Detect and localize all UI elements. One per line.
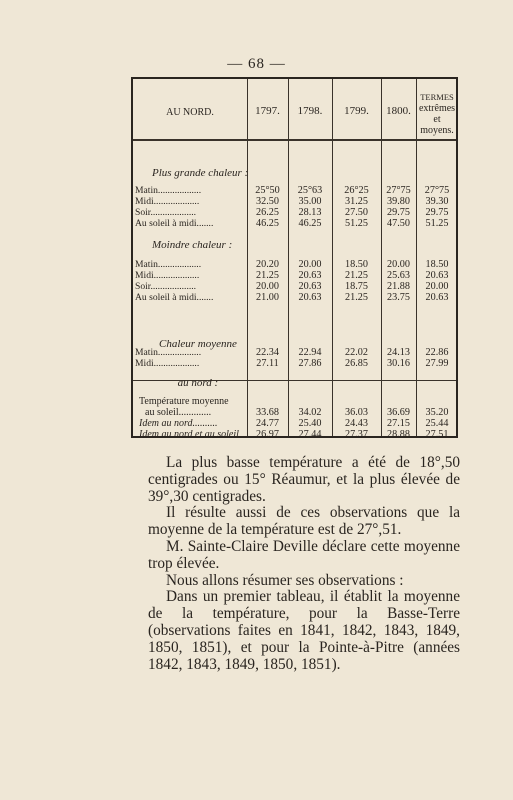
- row-label: Température moyenne: [139, 396, 229, 407]
- row-label: Au soleil à midi.......: [135, 218, 214, 229]
- table-cell: 28.88: [387, 429, 410, 440]
- section-title-line: au nord :: [177, 377, 219, 389]
- header-year-1797: 1797.: [255, 105, 280, 117]
- table-cell: 26.25: [256, 207, 279, 218]
- table-cell: 34.02: [298, 407, 322, 418]
- table-cell: 18.50: [345, 259, 368, 270]
- row-label: Soir...................: [135, 207, 197, 218]
- table-cell: 29.75: [425, 207, 449, 218]
- table-cell: 33.68: [256, 407, 279, 418]
- paragraph: Il résulte aussi de ces observations que la moyenne de la température est de 27°,51.: [148, 504, 460, 539]
- table-cell: 21.25: [345, 270, 368, 281]
- header-terms-line: TERMES: [420, 92, 454, 102]
- header-station: AU NORD.: [166, 107, 214, 118]
- table-cell: 27°75: [424, 185, 450, 196]
- table-cell: 31.25: [345, 196, 368, 207]
- row-label: Matin..................: [135, 259, 202, 270]
- section-title-line: Chaleur moyenne: [159, 338, 237, 350]
- table-cell: 25°63: [297, 185, 323, 196]
- table-cell: 46.25: [298, 218, 322, 229]
- table-cell: 27.86: [298, 358, 322, 369]
- table-cell: 21.00: [256, 292, 279, 303]
- table-cell: 18.50: [425, 259, 449, 270]
- table-cell: 36.03: [345, 407, 368, 418]
- row-label: Au soleil à midi.......: [135, 292, 214, 303]
- table-cell: 30.16: [387, 358, 410, 369]
- column-divider: [247, 79, 248, 436]
- row-label: Soir...................: [135, 281, 197, 292]
- table-cell: 23.75: [387, 292, 410, 303]
- table-cell: 18.75: [345, 281, 368, 292]
- table-cell: 20.63: [298, 292, 322, 303]
- table-cell: 51.25: [425, 218, 449, 229]
- table-cell: 46.25: [256, 218, 279, 229]
- header-year-1799: 1799.: [344, 105, 369, 117]
- row-label: Matin..................: [135, 185, 202, 196]
- table-cell: 27.37: [345, 429, 368, 440]
- header-year-1798: 1798.: [297, 105, 323, 117]
- table-cell: 20.00: [387, 259, 410, 270]
- table-cell: 20.00: [298, 259, 322, 270]
- header-terms-line: moyens.: [420, 125, 454, 136]
- table-cell: 35.20: [425, 407, 449, 418]
- table-cell: 21.25: [256, 270, 279, 281]
- column-divider: [381, 79, 382, 436]
- table-cell: 25.40: [298, 418, 322, 429]
- table-cell: 32.50: [256, 196, 279, 207]
- row-label: au soleil.............: [145, 407, 212, 418]
- column-divider: [332, 79, 333, 436]
- table-cell: 24.43: [345, 418, 368, 429]
- header-terms: [416, 92, 458, 136]
- column-divider: [288, 79, 289, 436]
- table-cell: 24.77: [256, 418, 279, 429]
- section-title: Plus grande chaleur :: [152, 167, 249, 179]
- table-cell: 20.20: [256, 259, 279, 270]
- body-text: [148, 455, 460, 673]
- table-cell: 39.30: [425, 196, 449, 207]
- table-cell: 22.34: [256, 347, 279, 358]
- table-cell: 26.85: [345, 358, 368, 369]
- row-label: Idem au nord et au soleil: [139, 429, 239, 440]
- paragraph: M. Sainte-Claire Deville déclare cette moyenne trop élevée.: [148, 537, 460, 572]
- header-year-1800: 1800.: [386, 105, 411, 117]
- table-cell: 27.99: [425, 358, 449, 369]
- table-cell: 27.50: [345, 207, 368, 218]
- table-cell: 29.75: [387, 207, 410, 218]
- table-cell: 27.51: [425, 429, 449, 440]
- table-cell: 25.44: [425, 418, 449, 429]
- table-cell: 20.63: [425, 270, 449, 281]
- page-number: — 68 —: [227, 56, 286, 72]
- section-title: Moindre chaleur :: [152, 239, 233, 251]
- paragraph: Nous allons résumer ses observations :: [166, 571, 404, 589]
- paragraph: Dans un premier tableau, il établit la moyenne de la température, pour la Basse-Terre (observations faites en 1841, 1842, 1843, 1849, 1850, 1851), et pour la Pointe-à-Pitre (années 1842, 1843, 1849, 1850, 1851).: [148, 588, 460, 673]
- paragraph: La plus basse température a été de 18°,50 centigrades ou 15° Réaumur, et la plus élevée de 39°,30 centigrades.: [148, 454, 460, 505]
- table-cell: 26.97: [256, 429, 279, 440]
- table-cell: 27.11: [256, 358, 279, 369]
- table-cell: 20.63: [298, 270, 322, 281]
- table-cell: 47.50: [387, 218, 410, 229]
- temperature-table: [131, 77, 458, 438]
- row-label: Matin..................: [135, 347, 202, 358]
- table-cell: 22.02: [345, 347, 368, 358]
- table-cell: 20.63: [425, 292, 449, 303]
- table-cell: 24.13: [387, 347, 410, 358]
- table-cell: 21.25: [345, 292, 368, 303]
- table-cell: 27.44: [298, 429, 322, 440]
- table-cell: 36.69: [387, 407, 410, 418]
- row-label: Midi...................: [135, 270, 200, 281]
- table-cell: 51.25: [345, 218, 368, 229]
- table-cell: 21.88: [387, 281, 410, 292]
- row-label: Midi...................: [135, 196, 200, 207]
- header-terms-line: et: [433, 114, 441, 125]
- table-cell: 28.13: [298, 207, 322, 218]
- table-cell: 20.00: [425, 281, 449, 292]
- table-cell: 22.94: [298, 347, 322, 358]
- table-cell: 27.15: [387, 418, 410, 429]
- table-cell: 20.63: [298, 281, 322, 292]
- table-cell: 25°50: [255, 185, 280, 196]
- header-rule: [133, 139, 456, 141]
- table-cell: 22.86: [425, 347, 449, 358]
- table-cell: 35.00: [298, 196, 322, 207]
- table-cell: 39.80: [387, 196, 410, 207]
- table-cell: 25.63: [387, 270, 410, 281]
- row-label: Idem au nord..........: [139, 418, 218, 429]
- header-terms-line: extrêmes: [418, 103, 456, 114]
- table-cell: 20.00: [256, 281, 279, 292]
- table-cell: 27°75: [386, 185, 411, 196]
- row-label: Midi...................: [135, 358, 200, 369]
- table-cell: 26°25: [344, 185, 369, 196]
